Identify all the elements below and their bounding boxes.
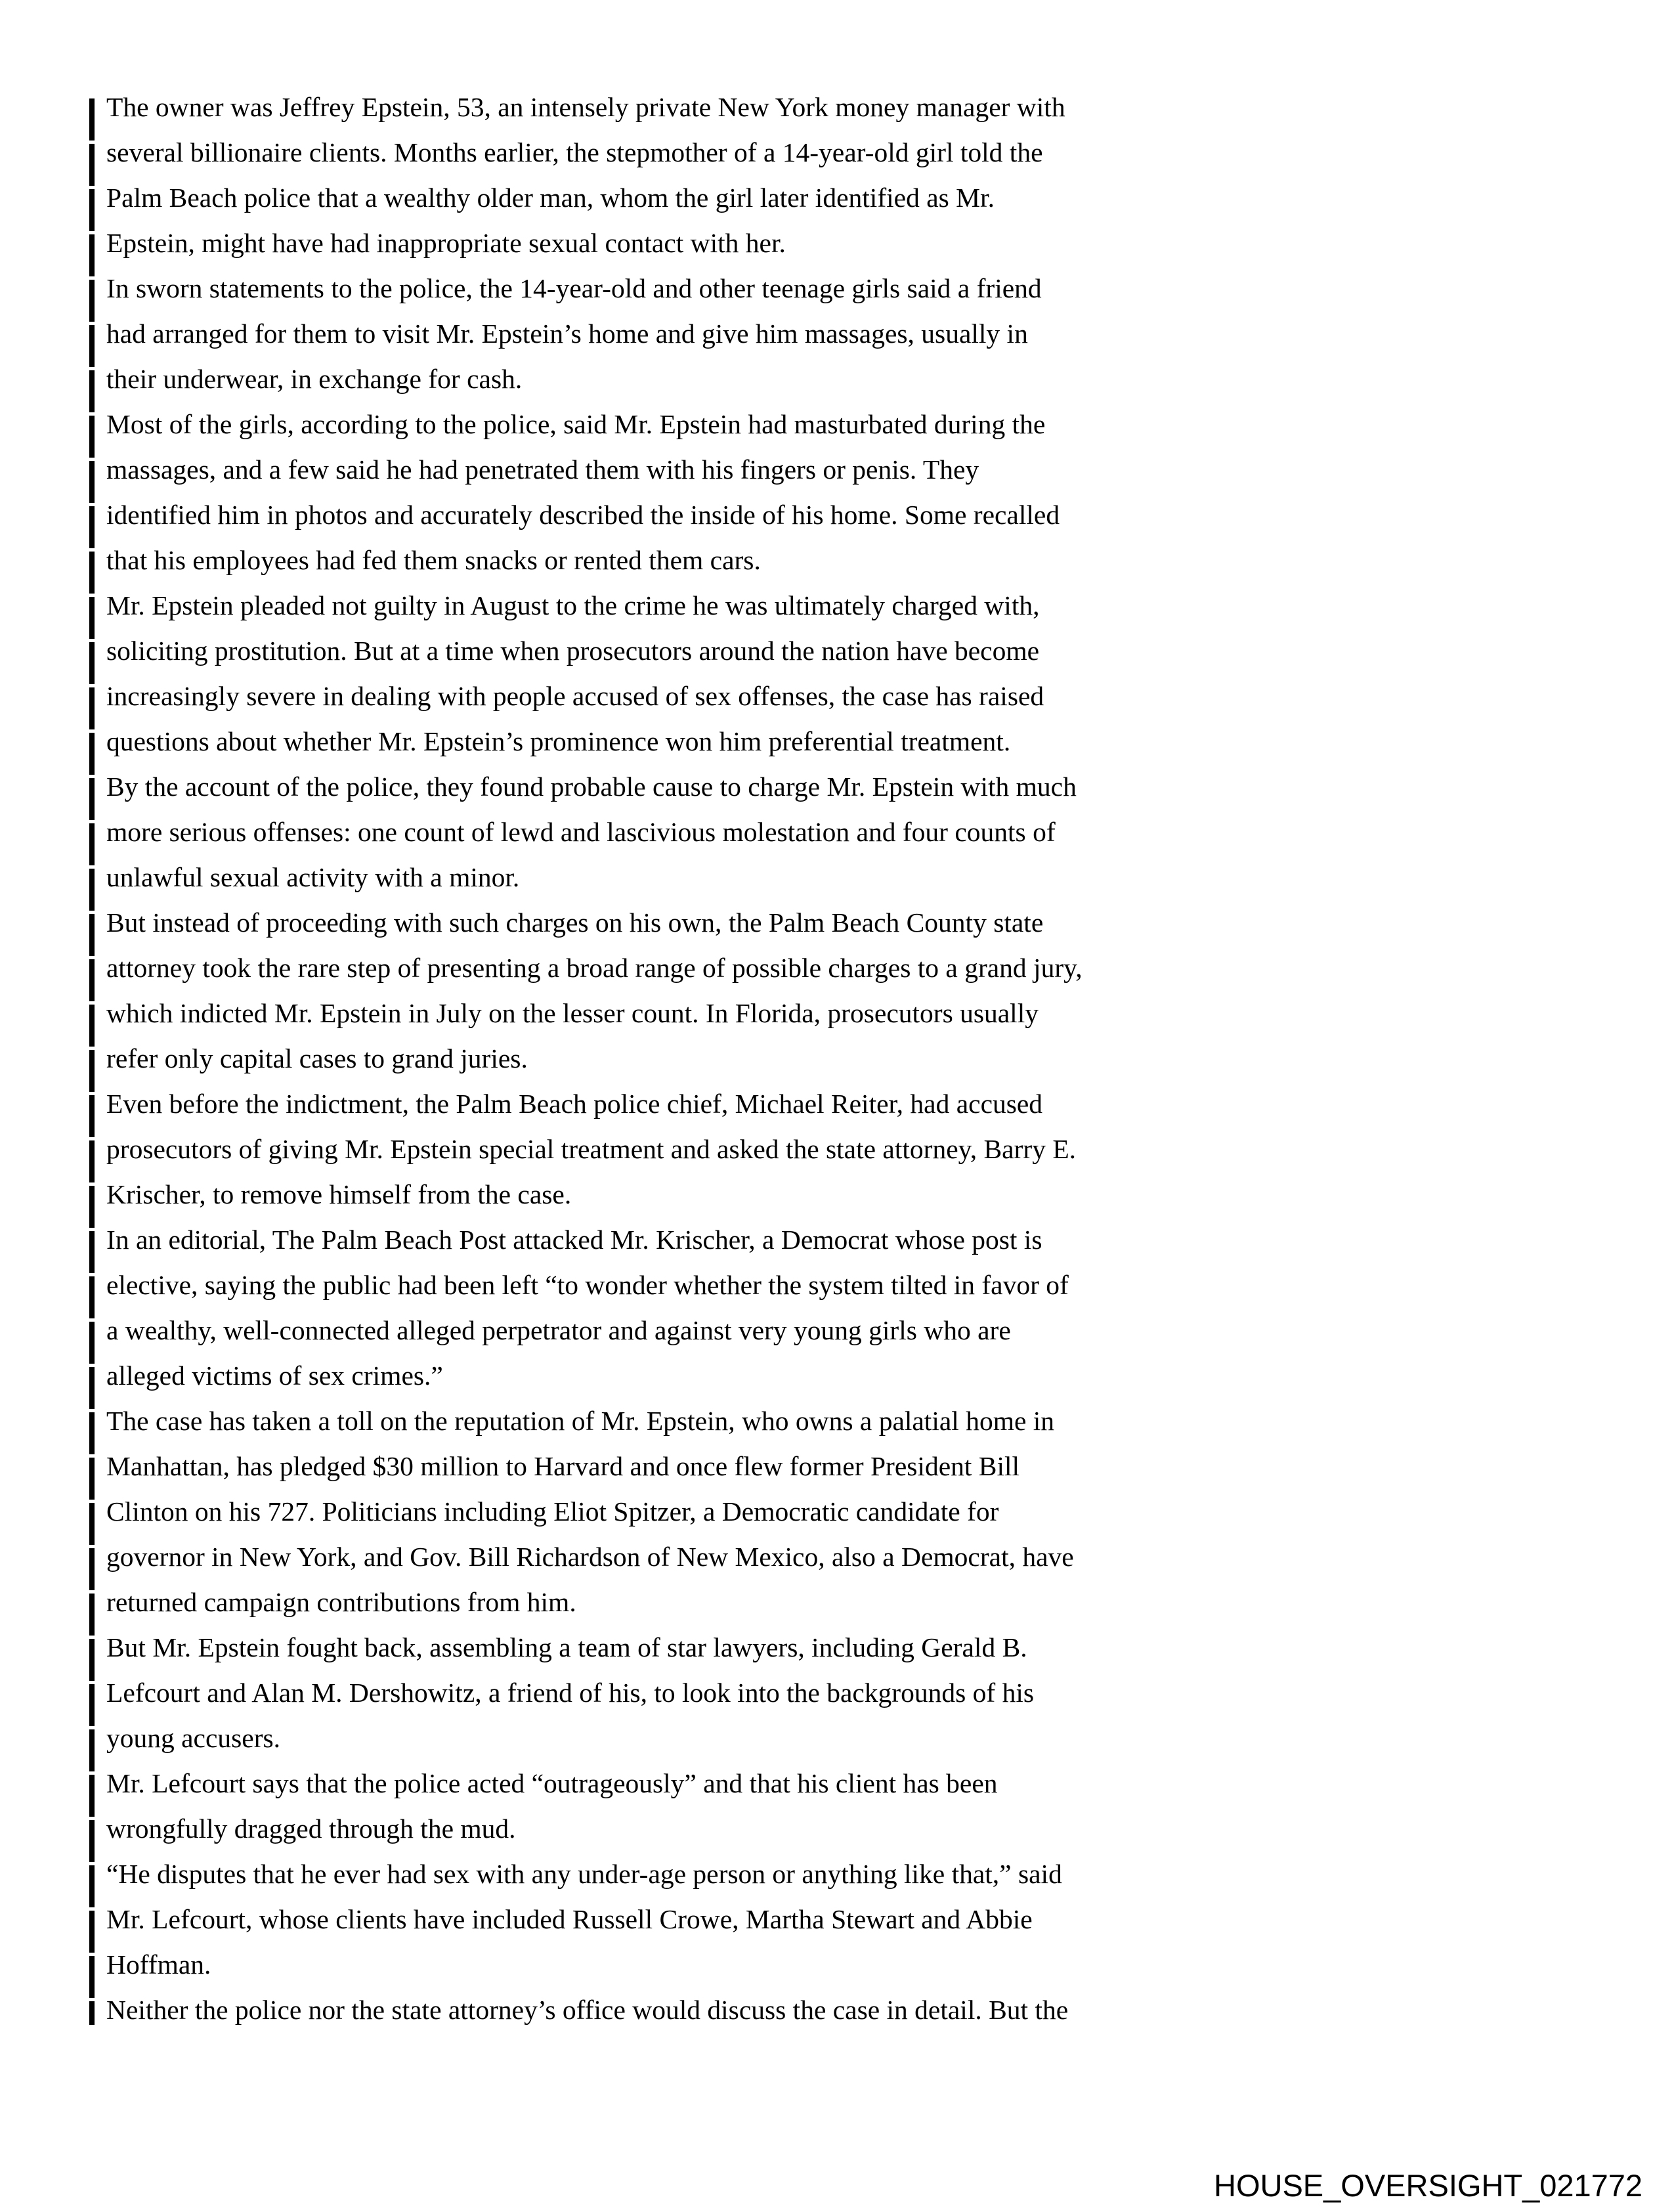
- text-line: more serious offenses: one count of lewd and lascivious molestation and four counts of: [106, 817, 1056, 847]
- text-line: attorney took the rare step of presenting a broad range of possible charges to a grand jury,: [106, 953, 1083, 983]
- text-line: The owner was Jeffrey Epstein, 53, an intensely private New York money manager with: [106, 92, 1065, 122]
- text-line: Mr. Lefcourt says that the police acted “outrageously” and that his client has been: [106, 1768, 998, 1798]
- text-line: had arranged for them to visit Mr. Epstein’s home and give him massages, usually in: [106, 318, 1028, 349]
- text-line: By the account of the police, they found probable cause to charge Mr. Epstein with much: [106, 771, 1077, 802]
- quoted-article-text: [106, 85, 1130, 2033]
- text-line: alleged victims of sex crimes.”: [106, 1360, 443, 1391]
- text-line: Most of the girls, according to the police, said Mr. Epstein had masturbated during the: [106, 409, 1046, 439]
- text-line: In an editorial, The Palm Beach Post attacked Mr. Krischer, a Democrat whose post is: [106, 1225, 1042, 1255]
- text-line: Clinton on his 727. Politicians including Eliot Spitzer, a Democratic candidate for: [106, 1496, 999, 1527]
- bates-number: HOUSE_OVERSIGHT_021772: [1214, 2168, 1643, 2203]
- text-line: a wealthy, well-connected alleged perpetrator and against very young girls who are: [106, 1315, 1011, 1345]
- text-line: Epstein, might have had inappropriate sexual contact with her.: [106, 228, 786, 258]
- blockquote-bar: [89, 98, 95, 2025]
- text-line: “He disputes that he ever had sex with any under-age person or anything like that,” said: [106, 1859, 1062, 1889]
- text-line: several billionaire clients. Months earlier, the stepmother of a 14-year-old girl told the: [106, 137, 1043, 167]
- text-line: Manhattan, has pledged $30 million to Harvard and once flew former President Bill: [106, 1451, 1020, 1481]
- text-line: Palm Beach police that a wealthy older man, whom the girl later identified as Mr.: [106, 183, 995, 213]
- text-line: soliciting prostitution. But at a time when prosecutors around the nation have become: [106, 636, 1040, 666]
- text-line: governor in New York, and Gov. Bill Richardson of New Mexico, also a Democrat, have: [106, 1542, 1074, 1572]
- text-line: young accusers.: [106, 1723, 281, 1753]
- text-line: massages, and a few said he had penetrated them with his fingers or penis. They: [106, 454, 979, 485]
- text-line: unlawful sexual activity with a minor.: [106, 862, 520, 892]
- text-line: In sworn statements to the police, the 14-year-old and other teenage girls said a friend: [106, 273, 1042, 303]
- text-line: prosecutors of giving Mr. Epstein special treatment and asked the state attorney, Barry E.: [106, 1134, 1077, 1164]
- text-line: questions about whether Mr. Epstein’s prominence won him preferential treatment.: [106, 726, 1011, 756]
- text-line: Lefcourt and Alan M. Dershowitz, a friend of his, to look into the backgrounds of his: [106, 1678, 1035, 1708]
- text-line: refer only capital cases to grand juries.: [106, 1043, 528, 1073]
- text-line: Neither the police nor the state attorney’s office would discuss the case in detail. But the: [106, 1995, 1069, 2025]
- text-line: returned campaign contributions from him.: [106, 1587, 576, 1617]
- text-line: But Mr. Epstein fought back, assembling a team of star lawyers, including Gerald B.: [106, 1632, 1027, 1662]
- text-line: But instead of proceeding with such charges on his own, the Palm Beach County state: [106, 907, 1044, 938]
- text-line: Hoffman.: [106, 1949, 211, 1980]
- text-line: Mr. Epstein pleaded not guilty in August to the crime he was ultimately charged with,: [106, 590, 1040, 620]
- text-line: increasingly severe in dealing with people accused of sex offenses, the case has raised: [106, 681, 1044, 711]
- text-line: Mr. Lefcourt, whose clients have included Russell Crowe, Martha Stewart and Abbie: [106, 1904, 1033, 1934]
- text-line: that his employees had fed them snacks or rented them cars.: [106, 545, 761, 575]
- text-line: which indicted Mr. Epstein in July on the lesser count. In Florida, prosecutors usually: [106, 998, 1039, 1028]
- text-line: wrongfully dragged through the mud.: [106, 1813, 516, 1844]
- text-line: elective, saying the public had been left “to wonder whether the system tilted in favor of: [106, 1270, 1069, 1300]
- text-line: identified him in photos and accurately described the inside of his home. Some recalled: [106, 500, 1060, 530]
- text-line: Krischer, to remove himself from the case.: [106, 1179, 572, 1209]
- text-line: The case has taken a toll on the reputation of Mr. Epstein, who owns a palatial home in: [106, 1406, 1055, 1436]
- text-line: their underwear, in exchange for cash.: [106, 364, 523, 394]
- text-line: Even before the indictment, the Palm Beach police chief, Michael Reiter, had accused: [106, 1089, 1043, 1119]
